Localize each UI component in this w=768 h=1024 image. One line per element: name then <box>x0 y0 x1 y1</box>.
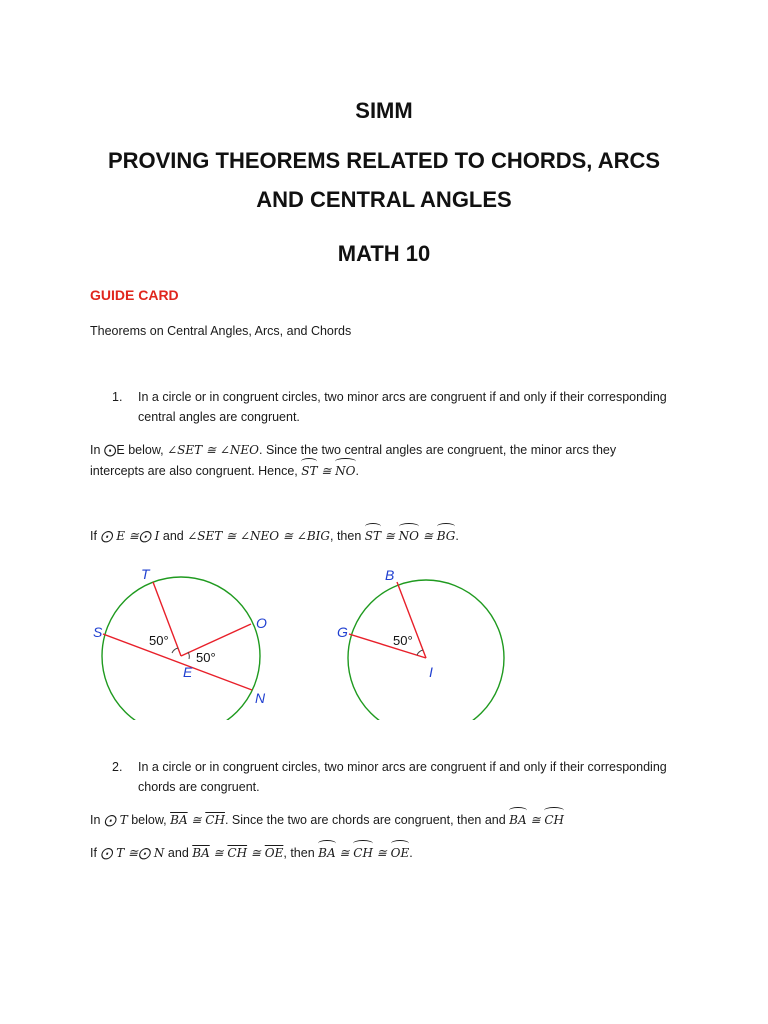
title-math-10: MATH 10 <box>337 241 431 266</box>
congruent-symbol: ≅ <box>187 813 206 827</box>
theorem1-line1 <box>112 387 667 407</box>
math-circles: ⨀ E ≅⨀ I <box>100 529 160 543</box>
title-simm: SIMM <box>355 98 413 123</box>
segment-ch: $\overline{CH}$ <box>227 846 248 860</box>
angle-arc-set <box>172 648 178 653</box>
segment-ba: $\overline{BA}$ <box>192 846 210 860</box>
math-angles: ∠SET ≅ ∠NEO ≅ ∠BIG <box>187 529 330 543</box>
arc-bg: BG <box>437 526 456 546</box>
theorem2-line2: chords are congruent. <box>138 780 260 794</box>
text-segment: and <box>164 846 193 860</box>
label-e: E <box>183 664 193 680</box>
angle-arc-big <box>417 650 423 655</box>
arc-no: NO <box>335 461 355 481</box>
circle-e <box>102 577 260 720</box>
label-b: B <box>385 567 395 583</box>
radius-eo <box>181 624 251 656</box>
segment-ba: $\overline{BA}$ <box>170 813 188 827</box>
congruent-symbol: ≅ <box>247 846 265 860</box>
congruent-symbol: ≅ <box>317 464 336 478</box>
congruent-symbol: ≅ <box>209 846 228 860</box>
label-t: T <box>141 566 150 582</box>
theorem1-number: 1. <box>112 390 123 404</box>
congruent-symbol: ≅ <box>372 846 391 860</box>
math-angles: ∠SET ≅ ∠NEO <box>167 443 259 457</box>
text-segment: below, <box>127 813 171 827</box>
theorem1-text-1: In a circle or in congruent circles, two minor arcs are congruent if and only if their corresponding <box>138 390 667 404</box>
text-segment: intercepts are also congruent. Hence, <box>90 464 302 478</box>
theorem2-if-line <box>90 843 413 863</box>
text-segment: , then <box>330 529 365 543</box>
congruent-symbol: ≅ <box>526 813 545 827</box>
theorem2-line1 <box>112 757 667 777</box>
arc-st: ST <box>301 461 317 481</box>
segment-oe: $\overline{OE}$ <box>264 846 284 860</box>
angle-label-set: 50° <box>149 633 169 648</box>
arc-ch: CH <box>544 810 564 830</box>
title-line-1: PROVING THEOREMS RELATED TO CHORDS, ARCS <box>107 148 661 173</box>
guide-card-heading: GUIDE CARD <box>90 287 179 303</box>
theorem1-example-line2 <box>90 461 359 481</box>
segment-ch: $\overline{CH}$ <box>205 813 225 827</box>
guide-intro: Theorems on Central Angles, Arcs, and Chords <box>90 324 352 338</box>
circle-i-diagram <box>330 560 510 720</box>
label-n: N <box>255 690 266 706</box>
text-segment: . Since the two central angles are congruent, the minor arcs they <box>259 443 617 457</box>
theorem2-text-1: In a circle or in congruent circles, two minor arcs are congruent if and only if their corresponding <box>138 760 667 774</box>
text-segment: In ⨀E below, <box>90 443 168 457</box>
math-circle: ⨀ T <box>103 813 128 827</box>
circle-i <box>348 580 504 720</box>
arc-ba: BA <box>509 810 526 830</box>
angle-label-neo: 50° <box>196 650 216 665</box>
text-segment: If <box>90 529 101 543</box>
arc-st: ST <box>365 526 381 546</box>
circle-e-diagram <box>88 560 278 720</box>
text-segment: . <box>455 529 459 543</box>
radius-ig <box>349 634 426 658</box>
text-segment: and <box>159 529 188 543</box>
congruent-symbol: ≅ <box>380 529 399 543</box>
math-circles: ⨀ T ≅⨀ N <box>100 846 165 860</box>
label-g: G <box>337 624 348 640</box>
angle-label-big: 50° <box>393 633 413 648</box>
text-segment: In <box>90 813 104 827</box>
title-line-2: AND CENTRAL ANGLES <box>256 187 512 212</box>
diameter-sn <box>103 634 252 690</box>
congruent-symbol: ≅ <box>419 529 437 543</box>
theorem2-example-line <box>90 810 564 830</box>
arc-ba: BA <box>318 843 335 863</box>
label-o: O <box>256 615 267 631</box>
theorem1-example-line1 <box>90 440 616 460</box>
text-segment: . Since the two are chords are congruent, then and <box>224 813 510 827</box>
arc-ch: CH <box>353 843 373 863</box>
text-segment: . <box>409 846 413 860</box>
text-segment: . <box>355 464 359 478</box>
congruent-symbol: ≅ <box>335 846 354 860</box>
arc-no: NO <box>399 526 419 546</box>
text-segment: , then <box>283 846 319 860</box>
theorem1-if-line <box>90 526 459 546</box>
theorem1-line2: central angles are congruent. <box>138 410 300 424</box>
theorem2-number: 2. <box>112 760 123 774</box>
text-segment: If <box>90 846 101 860</box>
label-s: S <box>93 624 103 640</box>
label-i: I <box>429 664 433 680</box>
arc-oe: OE <box>391 843 410 863</box>
